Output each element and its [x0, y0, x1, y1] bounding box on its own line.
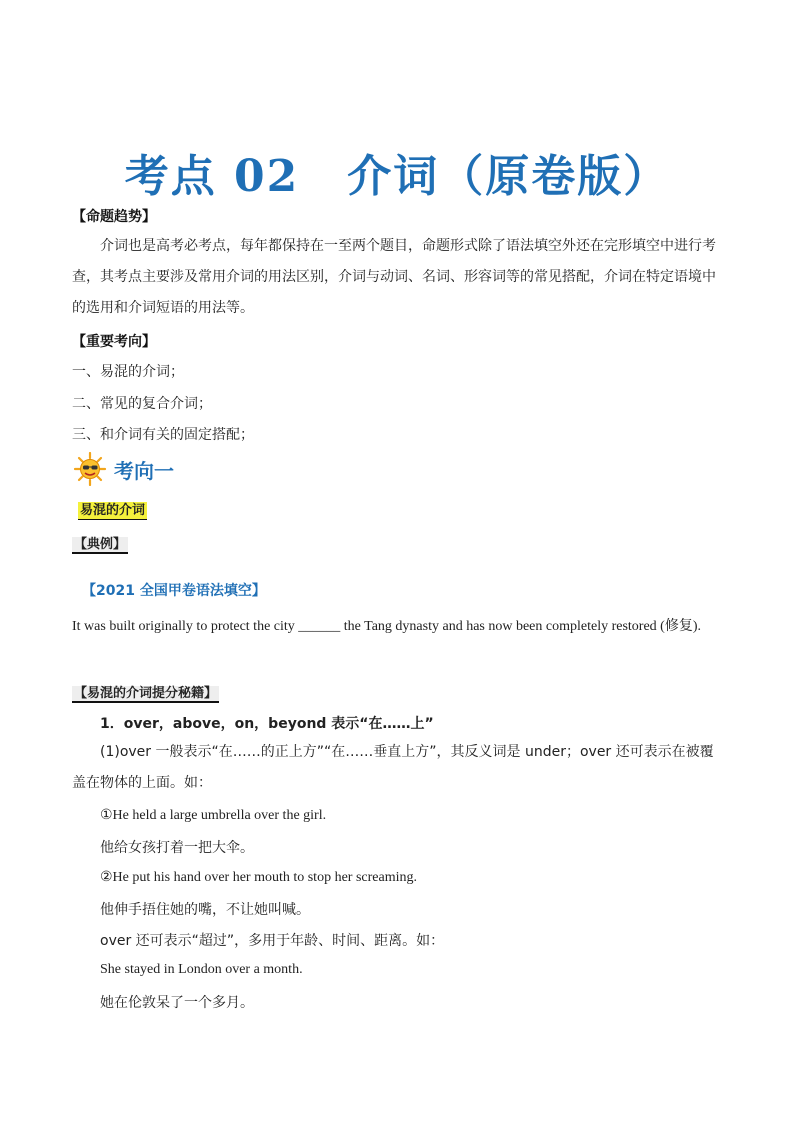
example-3-en: She stayed in London over a month.: [100, 962, 303, 977]
example-sentence: It was built originally to protect the city ______ the Tang dynasty and has now been completely restored (修复).: [72, 619, 702, 634]
point-1-1: (1)over 一般表示“在……的正上方”“在……垂直上方”，其反义词是 under；over 还可表示在被覆盖在物体的上面。如：: [72, 744, 714, 791]
trend-paragraph: 介词也是高考必考点，每年都保持在一至两个题目，命题形式除了语法填空外还在完形填空中进行考查，其考点主要涉及常用介词的用法区别，介词与动词、名词、形容词等的常见搭配，介词在特定语境中的选用和介词短语的用法等。: [72, 238, 716, 316]
example-label: 【典例】: [74, 537, 127, 552]
point-1-heading: 1．over，above，on，beyond 表示“在……上”: [100, 716, 434, 732]
page-title: 考点 02 介词（原卷版）: [124, 151, 670, 202]
key-heading: 【重要考向】: [72, 334, 156, 350]
example-3-cn: 她在伦敦呆了一个多月。: [100, 995, 254, 1011]
tips-label: 【易混的介词提分秘籍】: [74, 686, 218, 701]
sun-icon: [72, 452, 112, 486]
over-note: over 还可表示“超过”，多用于年龄、时间、距离。如：: [100, 933, 445, 949]
key-item-2: 二、常见的复合介词；: [72, 396, 212, 412]
example-2-en: ②He put his hand over her mouth to stop her screaming.: [100, 870, 417, 885]
key-item-1: 一、易混的介词；: [72, 364, 184, 380]
key-item-3: 三、和介词有关的固定搭配；: [72, 427, 254, 443]
example-2-cn: 他伸手捂住她的嘴，不让她叫喊。: [100, 902, 310, 918]
example-1-cn: 他给女孩打着一把大伞。: [100, 840, 254, 856]
example-1-en: ①He held a large umbrella over the girl.: [100, 808, 327, 823]
example-source: 【2021 全国甲卷语法填空】: [82, 583, 266, 599]
topic-label: 易混的介词: [80, 503, 146, 518]
trend-heading: 【命题趋势】: [72, 209, 156, 225]
section-label: 考向一: [114, 459, 174, 483]
